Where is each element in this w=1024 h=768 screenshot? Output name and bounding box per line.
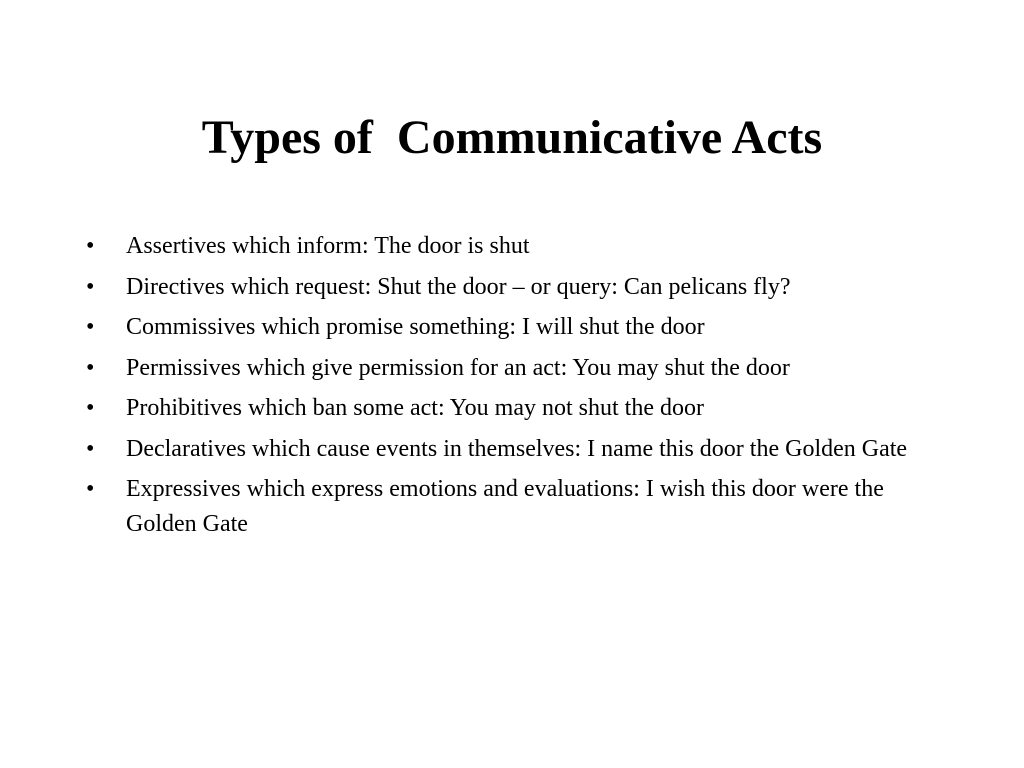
bullet-icon: • bbox=[86, 233, 95, 259]
bullet-list bbox=[86, 229, 936, 547]
bullet-item-directives bbox=[86, 270, 936, 305]
bullet-item-expressives bbox=[86, 472, 936, 541]
bullet-item-prohibitives bbox=[86, 391, 936, 426]
bullet-text: Declaratives which cause events in themselves: I name this door the Golden Gate bbox=[126, 435, 908, 462]
bullet-item-declaratives bbox=[86, 432, 936, 467]
bullet-item-permissives bbox=[86, 351, 936, 386]
bullet-text: Prohibitives which ban some act: You may not shut the door bbox=[126, 395, 704, 421]
bullet-text: Permissives which give permission for an act: You may shut the door bbox=[126, 354, 790, 381]
bullet-icon: • bbox=[86, 273, 95, 300]
bullet-text: Commissives which promise something: I will shut the door bbox=[126, 314, 705, 340]
bullet-text: Directives which request: Shut the door – or query: Can pelicans fly? bbox=[126, 273, 791, 300]
bullet-item-commissives bbox=[86, 310, 936, 345]
bullet-icon: • bbox=[86, 476, 95, 502]
bullet-text: Expressives which express emotions and evaluations: I wish this door were the Golden Gate bbox=[126, 476, 884, 537]
bullet-icon: • bbox=[86, 395, 95, 421]
bullet-icon: • bbox=[86, 435, 95, 462]
slide-title: Types of Communicative Acts bbox=[201, 111, 823, 164]
bullet-icon: • bbox=[86, 354, 95, 381]
bullet-icon: • bbox=[86, 314, 95, 340]
bullet-item-assertives bbox=[86, 229, 936, 264]
bullet-text: Assertives which inform: The door is shut bbox=[126, 233, 530, 259]
